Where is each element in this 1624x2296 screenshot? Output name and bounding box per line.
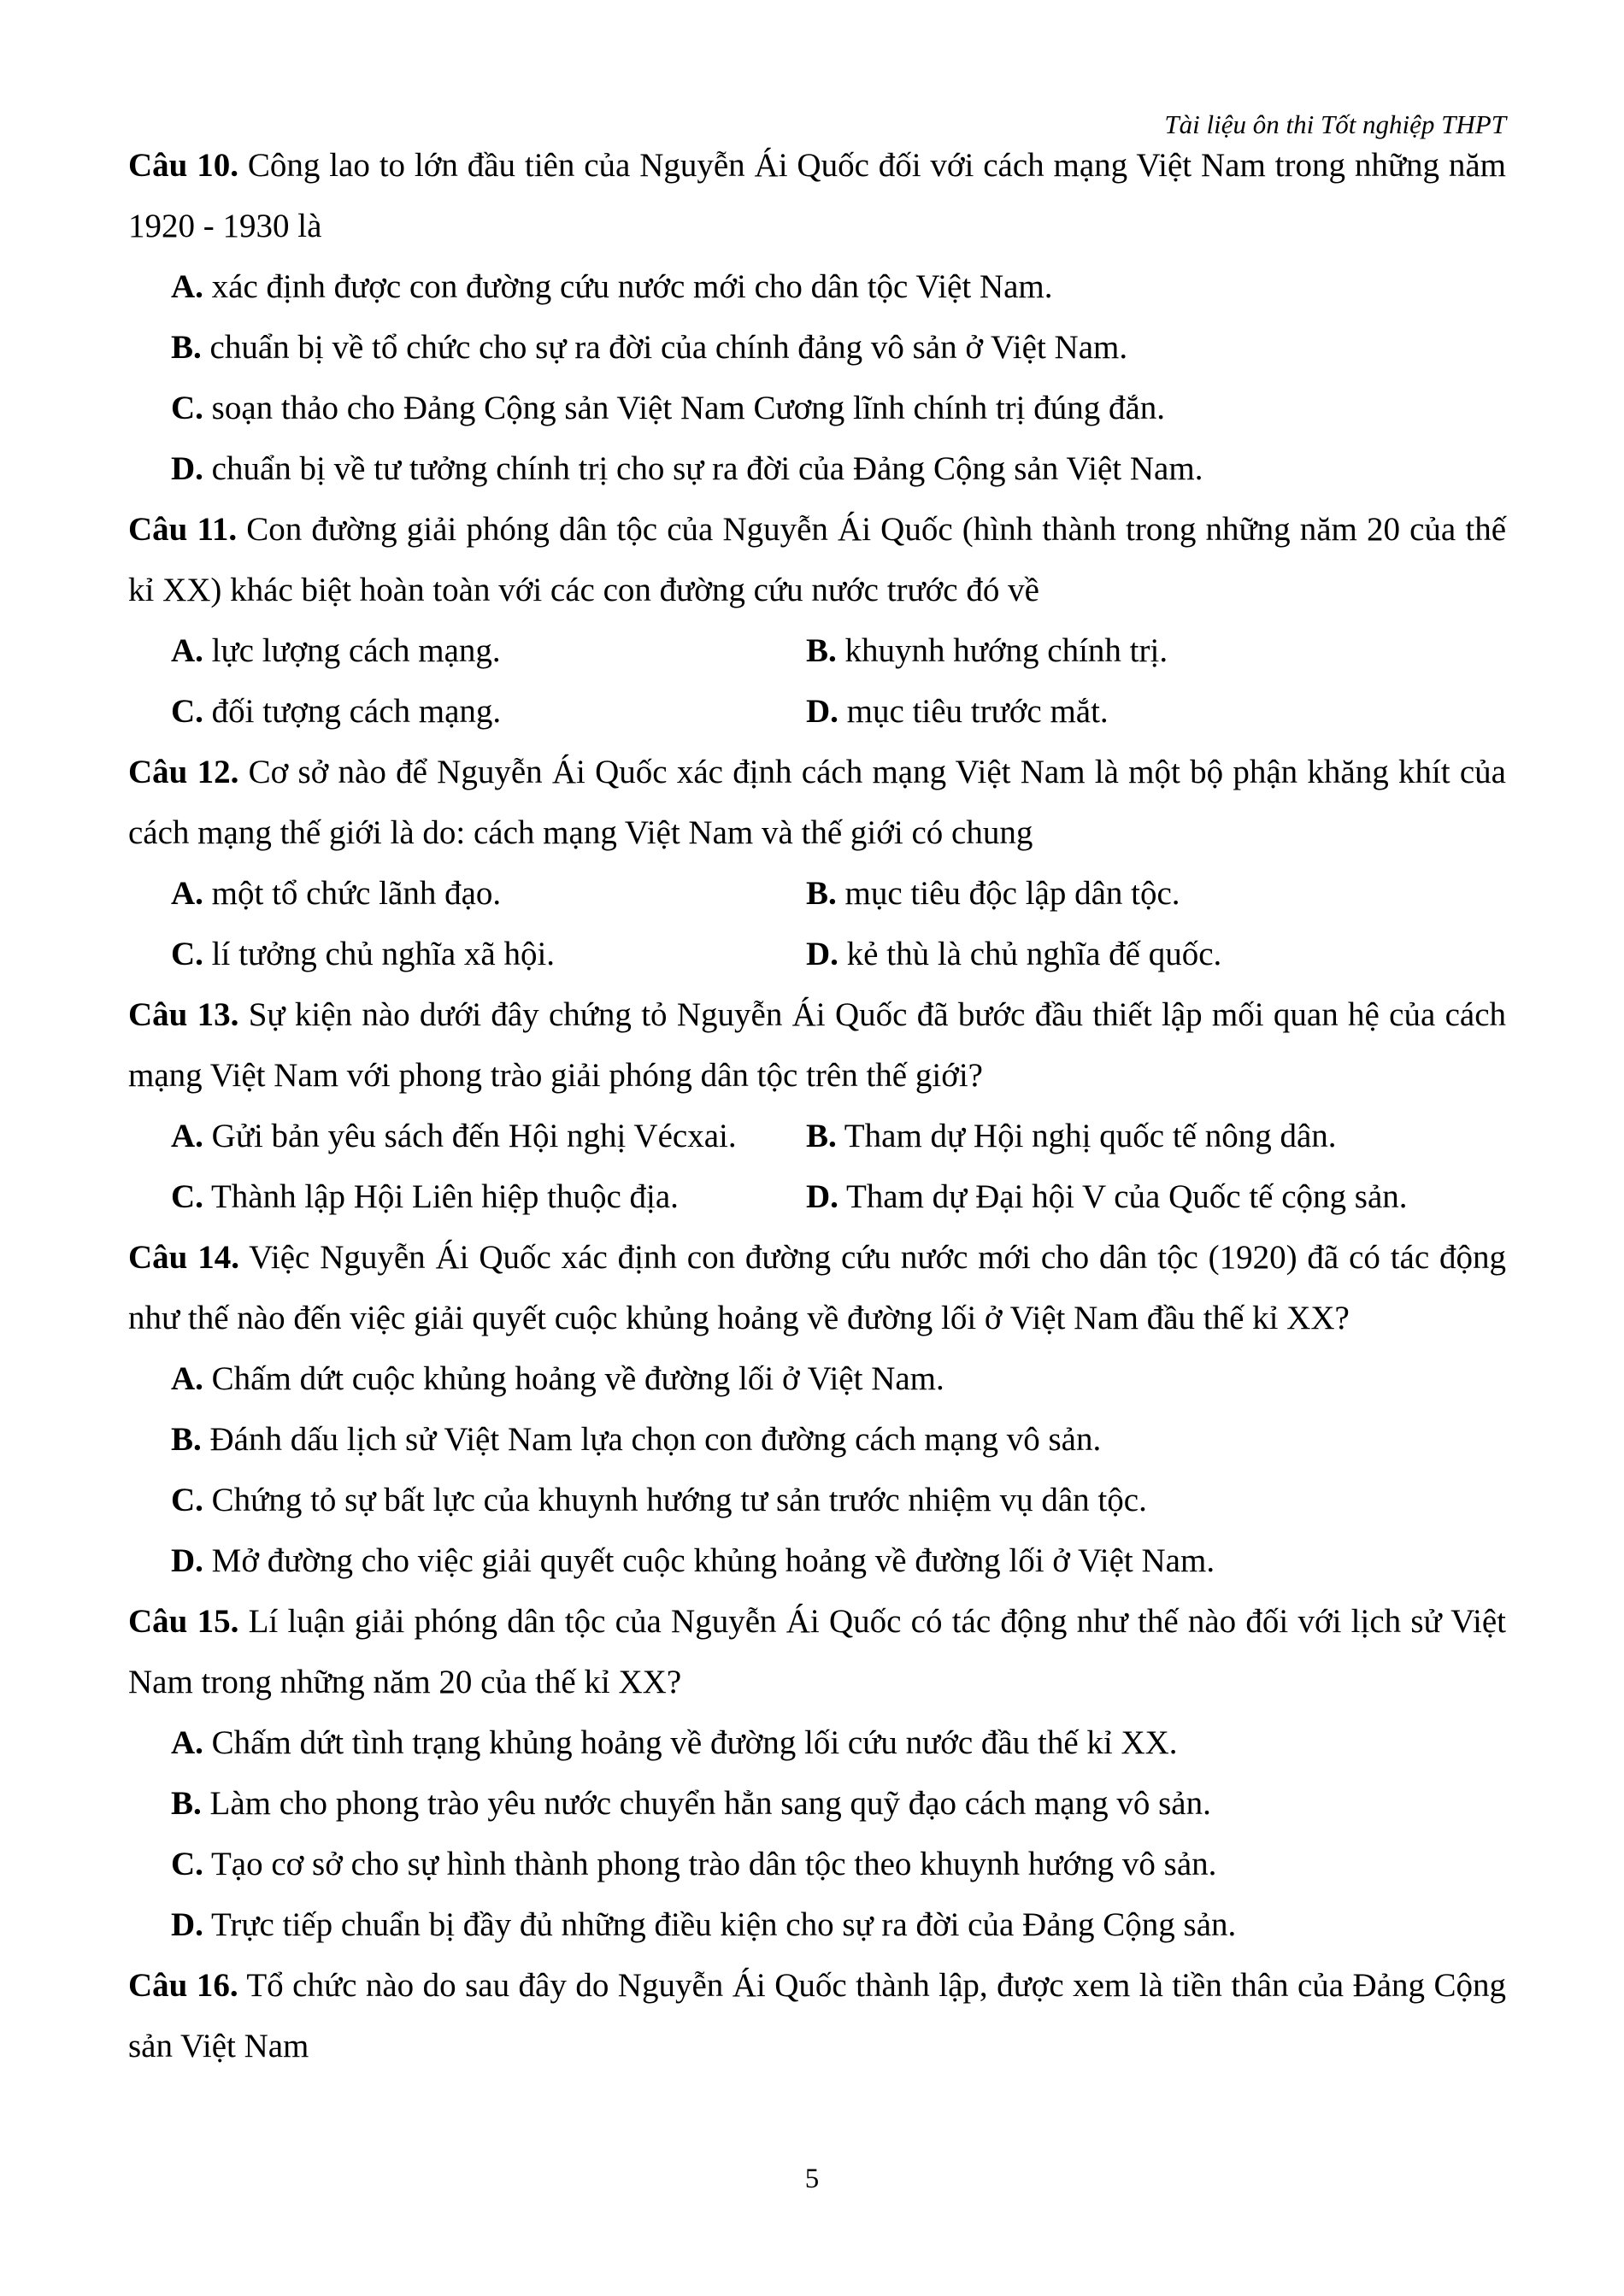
option-letter: D.: [806, 936, 838, 972]
option-c: [128, 1834, 1506, 1894]
question-13: [128, 984, 1506, 1106]
option-text: Thành lập Hội Liên hiệp thuộc địa.: [203, 1178, 679, 1215]
option-c: [128, 1470, 1506, 1530]
option-text: lực lượng cách mạng.: [203, 632, 501, 669]
option-letter: A.: [171, 268, 203, 305]
option-letter: C.: [171, 1846, 203, 1882]
option-text: chuẩn bị về tư tưởng chính trị cho sự ra đời của Đảng Cộng sản Việt Nam.: [203, 450, 1203, 487]
question-text: Sự kiện nào dưới đây chứng tỏ Nguyễn Ái Quốc đã bước đầu thiết lập mối quan hệ của cách mạng Việt Nam với phong trào giải phóng dân tộc trên thế giới?: [128, 996, 1506, 1094]
option-letter: C.: [171, 1178, 203, 1215]
option-letter: A.: [171, 1118, 203, 1154]
question-10: [128, 135, 1506, 256]
option-text: một tổ chức lãnh đạo.: [203, 875, 502, 912]
option-letter: A.: [171, 632, 203, 669]
option-a: [128, 1348, 1506, 1409]
option-text: Tạo cơ sở cho sự hình thành phong trào dân tộc theo khuynh hướng vô sản.: [203, 1846, 1217, 1882]
option-letter: D.: [171, 450, 203, 487]
option-letter: B.: [806, 1118, 837, 1154]
option-text: Tham dự Đại hội V của Quốc tế cộng sản.: [838, 1178, 1408, 1215]
option-text: đối tượng cách mạng.: [203, 693, 502, 730]
option-letter: B.: [171, 1421, 202, 1458]
option-text: Gửi bản yêu sách đến Hội nghị Vécxai.: [203, 1118, 737, 1154]
option-a: [128, 1712, 1506, 1773]
option-letter: B.: [171, 1785, 202, 1822]
option-letter: D.: [171, 1906, 203, 1943]
option-text: lí tưởng chủ nghĩa xã hội.: [203, 936, 556, 972]
option-letter: C.: [171, 693, 203, 730]
option-d: [128, 1530, 1506, 1591]
option-d: [806, 1166, 1506, 1227]
option-d: [128, 1894, 1506, 1955]
option-c: [128, 681, 806, 742]
question-text: Cơ sở nào để Nguyễn Ái Quốc xác định cách mạng Việt Nam là một bộ phận khăng khít của cách mạng thế giới là do: cách mạng Việt Nam và thế giới có chung: [128, 754, 1506, 851]
option-letter: B.: [171, 329, 202, 366]
question-12: [128, 742, 1506, 863]
question-16: [128, 1955, 1506, 2076]
question-14: [128, 1227, 1506, 1348]
option-text: mục tiêu độc lập dân tộc.: [836, 875, 1180, 912]
option-text: Tham dự Hội nghị quốc tế nông dân.: [836, 1118, 1337, 1154]
option-text: Làm cho phong trào yêu nước chuyển hẳn sang quỹ đạo cách mạng vô sản.: [201, 1785, 1211, 1822]
option-letter: C.: [171, 1482, 203, 1518]
option-letter: B.: [806, 632, 837, 669]
option-text: chuẩn bị về tổ chức cho sự ra đời của chính đảng vô sản ở Việt Nam.: [201, 329, 1128, 366]
option-letter: C.: [171, 936, 203, 972]
question-number: Câu 16.: [128, 1967, 238, 2004]
option-letter: A.: [171, 1360, 203, 1397]
question-text: Công lao to lớn đầu tiên của Nguyễn Ái Quốc đối với cách mạng Việt Nam trong những năm 1920 - 1930 là: [128, 147, 1506, 244]
option-text: Chấm dứt tình trạng khủng hoảng về đường lối cứu nước đầu thế kỉ XX.: [203, 1724, 1178, 1761]
option-b: [128, 1773, 1506, 1834]
option-letter: A.: [171, 875, 203, 912]
option-text: Chấm dứt cuộc khủng hoảng về đường lối ở Việt Nam.: [203, 1360, 944, 1397]
option-row: [128, 681, 1506, 742]
option-a: [128, 863, 806, 924]
option-text: khuynh hướng chính trị.: [836, 632, 1168, 669]
option-a: [128, 256, 1506, 317]
option-b: [806, 620, 1506, 681]
option-text: kẻ thù là chủ nghĩa đế quốc.: [838, 936, 1222, 972]
option-c: [128, 924, 806, 984]
option-c: [128, 378, 1506, 438]
option-text: soạn thảo cho Đảng Cộng sản Việt Nam Cương lĩnh chính trị đúng đắn.: [203, 390, 1166, 426]
question-text: Tổ chức nào do sau đây do Nguyễn Ái Quốc thành lập, được xem là tiền thân của Đảng Cộng sản Việt Nam: [128, 1967, 1506, 2064]
option-letter: D.: [806, 1178, 838, 1215]
option-a: [128, 620, 806, 681]
option-text: Mở đường cho việc giải quyết cuộc khủng hoảng về đường lối ở Việt Nam.: [203, 1542, 1215, 1579]
option-text: Trực tiếp chuẩn bị đầy đủ những điều kiện cho sự ra đời của Đảng Cộng sản.: [203, 1906, 1237, 1943]
option-d: [806, 924, 1506, 984]
option-letter: D.: [806, 693, 838, 730]
question-number: Câu 10.: [128, 147, 238, 184]
option-d: [128, 438, 1506, 499]
question-number: Câu 11.: [128, 511, 238, 548]
option-text: Chứng tỏ sự bất lực của khuynh hướng tư sản trước nhiệm vụ dân tộc.: [203, 1482, 1147, 1518]
option-letter: C.: [171, 390, 203, 426]
option-row: [128, 1106, 1506, 1166]
option-a: [128, 1106, 806, 1166]
option-letter: D.: [171, 1542, 203, 1579]
question-15: [128, 1591, 1506, 1712]
question-text: Việc Nguyễn Ái Quốc xác định con đường cứu nước mới cho dân tộc (1920) đã có tác động như thế nào đến việc giải quyết cuộc khủng hoảng về đường lối ở Việt Nam đầu thế kỉ XX?: [128, 1239, 1506, 1336]
question-number: Câu 13.: [128, 996, 239, 1033]
option-text: Đánh dấu lịch sử Việt Nam lựa chọn con đường cách mạng vô sản.: [201, 1421, 1102, 1458]
question-number: Câu 15.: [128, 1603, 239, 1640]
option-c: [128, 1166, 806, 1227]
question-content: [128, 135, 1506, 2076]
option-b: [806, 863, 1506, 924]
option-d: [806, 681, 1506, 742]
question-11: [128, 499, 1506, 620]
option-b: [128, 317, 1506, 378]
option-letter: B.: [806, 875, 837, 912]
option-text: mục tiêu trước mắt.: [838, 693, 1109, 730]
option-row: [128, 863, 1506, 924]
option-row: [128, 924, 1506, 984]
question-number: Câu 14.: [128, 1239, 239, 1276]
option-b: [806, 1106, 1506, 1166]
option-text: xác định được con đường cứu nước mới cho dân tộc Việt Nam.: [203, 268, 1053, 305]
option-letter: A.: [171, 1724, 203, 1761]
question-text: Lí luận giải phóng dân tộc của Nguyễn Ái Quốc có tác động như thế nào đối với lịch sử Việt Nam trong những năm 20 của thế kỉ XX?: [128, 1603, 1507, 1700]
page-header: Tài liệu ôn thi Tốt nghiệp THPT: [1164, 109, 1506, 139]
question-text: Con đường giải phóng dân tộc của Nguyễn Ái Quốc (hình thành trong những năm 20 của thế kỉ XX) khác biệt hoàn toàn với các con đường cứu nước trước đó về: [128, 511, 1507, 608]
option-row: [128, 620, 1506, 681]
option-b: [128, 1409, 1506, 1470]
question-number: Câu 12.: [128, 754, 239, 790]
option-row: [128, 1166, 1506, 1227]
page-number: 5: [804, 2164, 820, 2194]
